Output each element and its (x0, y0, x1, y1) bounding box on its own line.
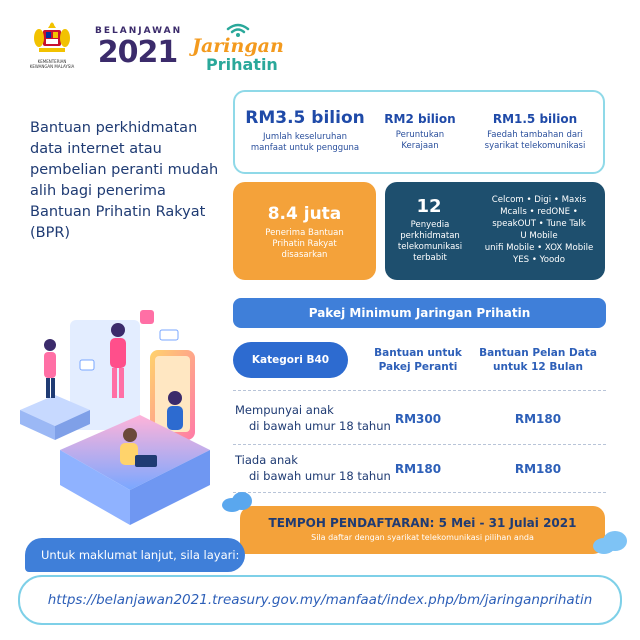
provider-line: YES • Yoodo (512, 255, 565, 266)
providers-box (385, 182, 605, 280)
fund-gov-desc: Peruntukan Kerajaan (395, 130, 445, 151)
table-divider (233, 444, 606, 445)
recipients-box (233, 182, 376, 280)
row-data-value: RM180 (514, 462, 562, 476)
fund-telco-value: RM1.5 bilion (492, 112, 578, 126)
row-label-main: Mempunyai anak (235, 403, 334, 417)
jaringan-prihatin-logo (188, 22, 288, 77)
row-label-main: Tiada anak (235, 453, 298, 467)
row-label-sub: di bawah umur 18 tahun (249, 469, 391, 483)
fund-telco (475, 112, 595, 152)
row-device-value: RM300 (394, 412, 442, 426)
table-row-label (235, 402, 391, 434)
funding-summary-box (233, 90, 605, 174)
more-info-label: Untuk maklumat lanjut, sila layari: (25, 538, 245, 572)
registration-subtitle: Sila daftar dengan syarikat telekomunikasi pilihan anda (311, 533, 534, 542)
row-label-sub: di bawah umur 18 tahun (249, 419, 391, 433)
providers-list (477, 194, 601, 267)
row-device-value: RM180 (394, 462, 442, 476)
fund-total (245, 108, 365, 154)
budget-2021-logo (95, 26, 183, 74)
providers-count: 12 (416, 196, 442, 217)
providers-desc: Penyedia perkhidmatan telekomunikasi terbabit (397, 220, 463, 263)
crest-icon (33, 20, 71, 56)
table-divider (233, 390, 606, 391)
fund-telco-desc: Faedah tambahan dari syarikat telekomunikasi (484, 130, 586, 151)
info-url-link[interactable]: https://belanjawan2021.treasury.gov.my/manfaat/index.php/bm/jaringanprihatin (18, 575, 622, 625)
recipients-value: 8.4 juta (267, 204, 342, 224)
logo-word-prihatin: Prihatin (206, 55, 278, 74)
wifi-icon (226, 22, 250, 36)
logo-word-jaringan: Jaringan (192, 35, 284, 57)
budget-year: 2021 (97, 35, 178, 70)
cloud-icon (220, 490, 256, 514)
registration-banner (240, 506, 605, 554)
fund-government (380, 112, 460, 152)
category-pill: Kategori B40 (233, 342, 348, 378)
column-header-device: Bantuan untuk Pakej Peranti (374, 347, 462, 373)
intro-heading: Bantuan perkhidmatan data internet atau pembelian peranti mudah alih bagi penerima Bantuan Prihatin Rakyat (BPR) (30, 120, 219, 241)
fund-total-desc: Jumlah keseluruhan manfaat untuk pengguna (250, 132, 360, 153)
cloud-icon (590, 528, 630, 556)
provider-line: Mcalls • redONE • (500, 207, 578, 218)
government-logo (26, 20, 78, 80)
provider-line: Celcom • Digi • Maxis (491, 195, 587, 205)
package-title: Pakej Minimum Jaringan Prihatin (233, 298, 606, 328)
fund-total-value: RM3.5 bilion (245, 108, 365, 128)
provider-line: speakOUT • Tune Talk (492, 219, 586, 230)
fund-gov-value: RM2 bilion (384, 112, 456, 126)
table-divider (233, 492, 606, 493)
provider-line: unifi Mobile • XOX Mobile (484, 243, 594, 254)
row-data-value: RM180 (514, 412, 562, 426)
recipients-desc: Penerima Bantuan Prihatin Rakyat disasarkan (265, 228, 344, 260)
people-devices-illustration (10, 300, 235, 540)
provider-line: U Mobile (520, 231, 558, 242)
ministry-label: KEMENTERIAN KEWANGAN MALAYSIA (29, 59, 75, 69)
registration-title: TEMPOH PENDAFTARAN: 5 Mei - 31 Julai 2021 (268, 516, 577, 530)
column-header-data: Bantuan Pelan Data untuk 12 Bulan (479, 347, 597, 373)
budget-label: BELANJAWAN (95, 26, 183, 36)
table-row-label (235, 452, 391, 484)
